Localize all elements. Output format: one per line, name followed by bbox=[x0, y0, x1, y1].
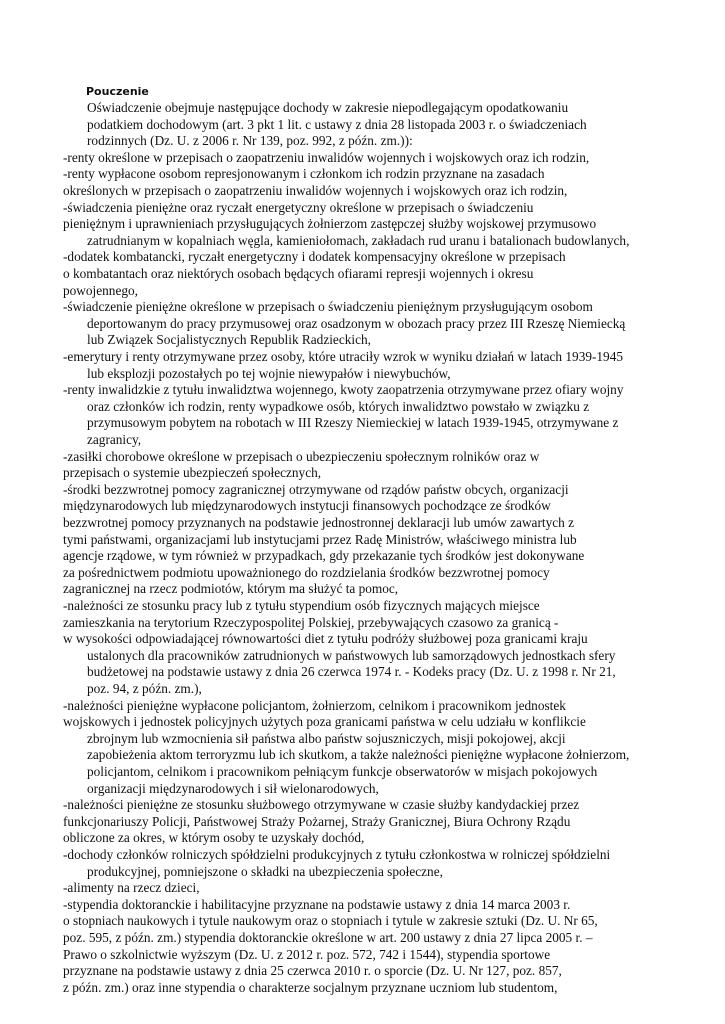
text-line: -należności ze stosunku pracy lub z tytułu stypendium osób fizycznych mających miejsce bbox=[63, 598, 540, 613]
text-line: zbrojnym lub wzmocnienia sił państwa albo państw sojuszniczych, misji pokojowej, akcji bbox=[87, 730, 566, 746]
text-line: -zasiłki chorobowe określone w przepisach o ubezpieczeniu społecznym rolników oraz w bbox=[63, 448, 540, 464]
text-line: zagranicy, bbox=[87, 432, 142, 447]
text-line: podatkiem dochodowym (art. 3 pkt 1 lit. c ustawy z dnia 28 listopada 2003 r. o świadczeniach bbox=[87, 116, 587, 132]
text-line: -renty określone w przepisach o zaopatrzeniu inwalidów wojennych i wojskowych oraz ich rodzin, bbox=[63, 149, 590, 165]
text-line: produkcyjnej, pomniejszone o składki na ubezpieczenia społeczne, bbox=[87, 863, 443, 879]
text-line: przyznane na podstawie ustawy z dnia 25 czerwca 2010 r. o sporcie (Dz. U. Nr 127, poz. 857, bbox=[63, 963, 562, 979]
text-line: przymusowym pobytem na robotach w III Rzeszy Niemieckiej w latach 1939-1945, otrzymywane z bbox=[87, 415, 619, 431]
text-line: poz. 595, z późn. zm.) stypendia doktoranckie określone w art. 200 ustawy z dnia 27 lipca 2005 r. – bbox=[63, 930, 593, 945]
text-line: -należności pieniężne wypłacone policjantom, żołnierzom, celnikom i pracownikom jednostek bbox=[63, 697, 566, 713]
text-line: międzynarodowych lub międzynarodowych instytucji finansowych pochodzące ze środków bbox=[63, 498, 551, 514]
text-line: -dodatek kombatancki, ryczałt energetyczny i dodatek kompensacyjny określone w przepisach bbox=[63, 249, 566, 265]
text-line: przepisach o systemie ubezpieczeń społecznych, bbox=[63, 465, 322, 481]
text-line: o kombatantach oraz niektórych osobach będących ofiarami represji wojennych i okresu bbox=[63, 266, 534, 281]
text-line: o stopniach naukowych i tytule naukowym oraz o stopniach i tytule w zakresie sztuki (Dz. U. Nr 65, bbox=[63, 913, 598, 929]
text-line: bezzwrotnej pomocy przyznanych na podstawie jednostronnej deklaracji lub umów zawartych z bbox=[63, 515, 575, 530]
text-line: ustalonych dla pracowników zatrudnionych w państwowych lub samorządowych jednostkach sfery bbox=[87, 647, 616, 663]
text-line: zatrudnianym w kopalniach węgla, kamieniołomach, zakładach rud uranu i batalionach budowlanych, bbox=[87, 232, 630, 248]
text-line: policjantom, celnikom i pracownikom pełniącym funkcje obserwatorów w misjach pokojowych bbox=[87, 764, 598, 779]
text-line: lub Związek Socjalistycznych Republik Radzieckich, bbox=[87, 332, 371, 348]
text-line: zapobieżenia aktom terroryzmu lub ich skutkom, a także należności pieniężne wypłacone żołnierzom, bbox=[87, 747, 630, 763]
text-line: funkcjonariuszy Policji, Państwowej Straży Pożarnej, Straży Granicznej, Biura Ochrony Rządu bbox=[63, 813, 571, 829]
text-line: rodzinnych (Dz. U. z 2006 r. Nr 139, poz. 992, z późn. zm.)): bbox=[87, 133, 413, 149]
heading: Pouczenie bbox=[86, 85, 149, 98]
text-line: określonych w przepisach o zaopatrzeniu inwalidów wojennych i wojskowych oraz ich rodzin, bbox=[63, 183, 568, 198]
text-line: -środki bezzwrotnej pomocy zagranicznej otrzymywane od rządów państw obcych, organizacji bbox=[63, 481, 569, 497]
text-line: za pośrednictwem podmiotu upoważnionego do rozdzielania środków bezzwrotnej pomocy bbox=[63, 564, 550, 580]
text-line: -alimenty na rzecz dzieci, bbox=[63, 880, 200, 896]
text-line: zamieszkania na terytorium Rzeczypospolitej Polskiej, przebywających czasowo za granicą - bbox=[63, 614, 559, 630]
text-line: deportowanym do pracy przymusowej oraz osadzonym w obozach pracy przez III Rzeszę Niemiecką bbox=[87, 315, 626, 331]
text-line: -świadczenie pieniężne określone w przepisach o świadczeniu pieniężnym przysługującym osobom bbox=[63, 299, 593, 315]
text-line: z późn. zm.) oraz inne stypendia o charakterze socjalnym przyznane uczniom lub studentom, bbox=[63, 979, 558, 995]
text-line: -emerytury i renty otrzymywane przez osoby, które utraciły wzrok w wyniku działań w latach 1939-1945 bbox=[63, 349, 624, 364]
text-line: -renty wypłacone osobom represjonowanym i członkom ich rodzin przyznane na zasadach bbox=[63, 166, 545, 182]
text-line: poz. 94, z późn. zm.), bbox=[87, 681, 202, 696]
text-line: lub eksplozji pozostałych po tej wojnie niewypałów i niewybuchów, bbox=[87, 365, 451, 381]
text-line: w wysokości odpowiadającej równowartości diet z tytułu podróży służbowej poza granicami kraju bbox=[63, 631, 588, 647]
text-line: -stypendia doktoranckie i habilitacyjne przyznane na podstawie ustawy z dnia 14 marca 2003 r. bbox=[63, 896, 571, 912]
text-line: -świadczenia pieniężne oraz ryczałt energetyczny określone w przepisach o świadczeniu bbox=[63, 199, 534, 215]
text-line: -należności pieniężne ze stosunku służbowego otrzymywane w czasie służby kandydackiej przez bbox=[63, 797, 580, 813]
text-line: wojskowych i jednostek policyjnych użytych poza granicami państwa w celu udziału w konflikcie bbox=[63, 714, 586, 730]
text-line: pieniężnym i uprawnieniach przysługujących żołnierzom zastępczej służby wojskowej przymusowo bbox=[63, 216, 597, 232]
text-line: zagranicznej na rzecz podmiotów, którym ma służyć ta pomoc, bbox=[63, 581, 399, 597]
text-line: agencje rządowe, w tym również w przypadkach, gdy przekazanie tych środków jest dokonywane bbox=[63, 548, 585, 564]
text-line: organizacji międzynarodowych i sił wielonarodowych, bbox=[87, 780, 379, 796]
text-line: -dochody członków rolniczych spółdzielni produkcyjnych z tytułu członkostwa w rolniczej spółdzielni bbox=[63, 847, 611, 862]
text-line: budżetowej na podstawie ustawy z dnia 26 czerwca 1974 r. - Kodeks pracy (Dz. U. z 1998 r. Nr 21, bbox=[87, 664, 616, 680]
text-line: -renty inwalidzkie z tytułu inwalidztwa wojennego, kwoty zaopatrzenia otrzymywane przez ofiary wojny bbox=[63, 382, 624, 398]
text-line: tymi państwami, organizacjami lub instytucjami przez Radę Ministrów, właściwego ministra lub bbox=[63, 531, 577, 547]
text-line: obliczone za okres, w którym osoby te uzyskały dochód, bbox=[63, 830, 365, 846]
text-line: Oświadczenie obejmuje następujące dochody w zakresie niepodlegającym opodatkowaniu bbox=[87, 100, 569, 115]
text-line: oraz członków ich rodzin, renty wypadkowe osób, których inwalidztwo powstało w związku z bbox=[87, 398, 590, 414]
text-line: powojennego, bbox=[63, 282, 138, 298]
text-line: Prawo o szkolnictwie wyższym (Dz. U. z 2012 r. poz. 572, 742 i 1544), stypendia sportowe bbox=[63, 946, 551, 962]
